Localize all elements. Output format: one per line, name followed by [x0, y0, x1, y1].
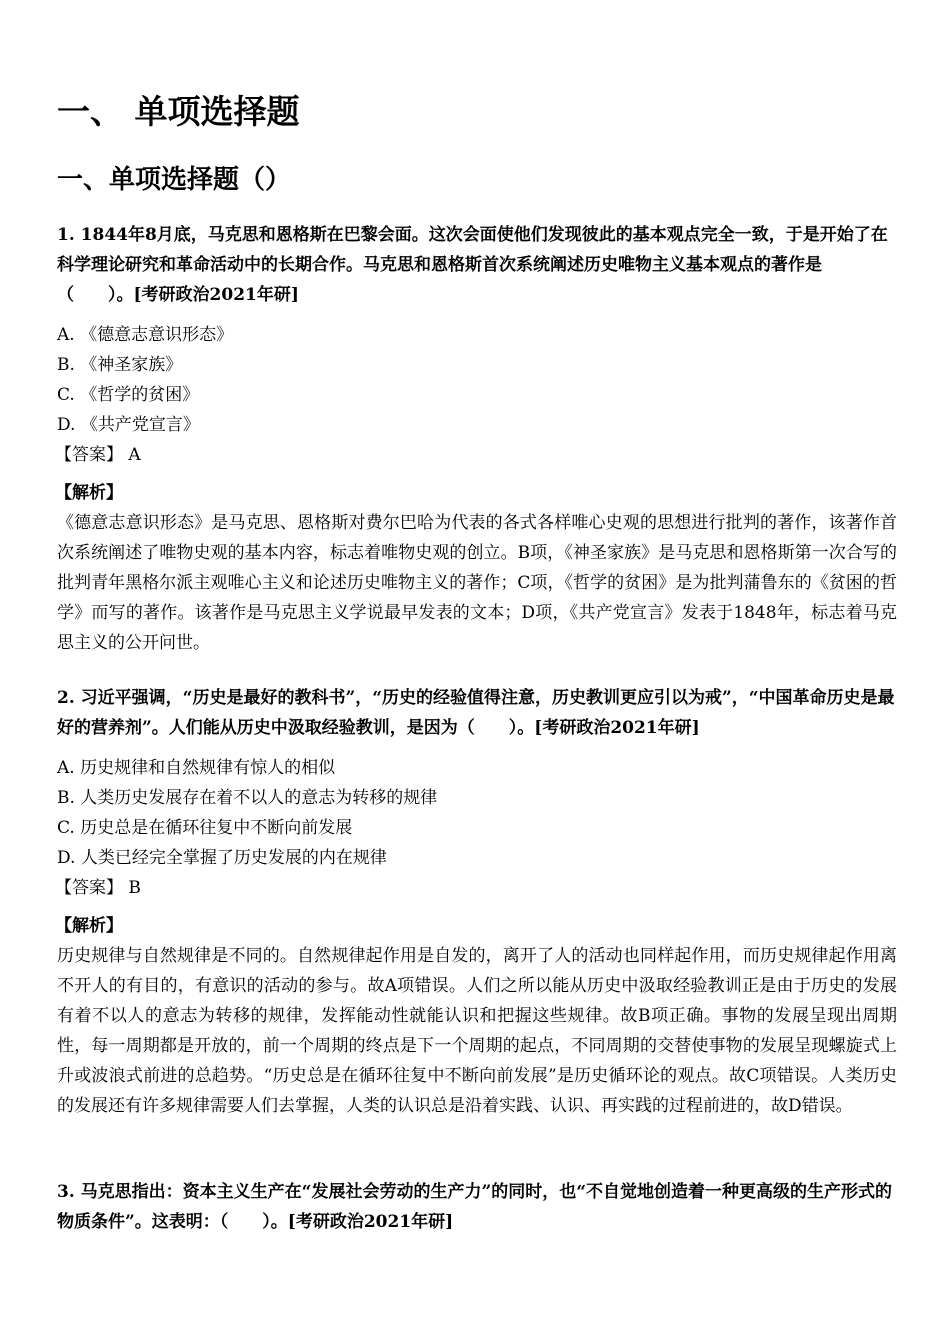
answer: 【答案】 A	[55, 445, 141, 465]
analysis-label: 【解析】	[55, 483, 123, 503]
analysis-text: 《德意志意识形态》是马克思、恩格斯对费尔巴哈为代表的各式各样唯心史观的思想进行批判的著作，该著作首次系统阐述了唯物史观的基本内容，标志着唯物史观的创立。B项，《神圣家族》是马克思和恩格斯第一次合写的批判青年黑格尔派主观唯心主义和论述历史唯物主义的著作；C项，《哲学的贫困》是为批判蒲鲁东的《贫困的哲学》而写的著作。该著作是马克思主义学说最早发表的文本；D项，《共产党宣言》发表于1848年，标志着马克思主义的公开问世。	[57, 513, 897, 653]
main-heading: 一、 单项选择题	[57, 92, 300, 131]
section-heading: 一、单项选择题（）	[57, 165, 292, 195]
option-list	[57, 320, 897, 440]
option-d: D. 人类已经完全掌握了历史发展的内在规律	[57, 848, 387, 868]
option-b: B. 《神圣家族》	[57, 355, 183, 375]
question-1	[57, 220, 897, 658]
option-c: C. 《哲学的贫困》	[57, 385, 200, 405]
question-3	[57, 1177, 897, 1237]
option-c: C. 历史总是在循环往复中不断向前发展	[57, 818, 353, 838]
analysis-label: 【解析】	[55, 916, 123, 936]
option-a: A. 历史规律和自然规律有惊人的相似	[57, 758, 336, 778]
question-stem: 2. 习近平强调，“历史是最好的教科书”，“历史的经验值得注意，历史教训更应引以为戒”，“中国革命历史是最好的营养剂”。人们能从历史中汲取经验教训，是因为（ ）。[考研政治2021年研]	[57, 688, 895, 738]
option-a: A. 《德意志意识形态》	[57, 325, 234, 345]
option-list	[57, 753, 897, 873]
answer: 【答案】 B	[55, 878, 141, 898]
option-d: D. 《共产党宣言》	[57, 415, 200, 435]
question-stem: 1. 1844年8月底，马克思和恩格斯在巴黎会面。这次会面使他们发现彼此的基本观点完全一致，于是开始了在科学理论研究和革命活动中的长期合作。马克思和恩格斯首次系统阐述历史唯物主义基本观点的著作是（ ）。[考研政治2021年研]	[57, 225, 888, 305]
analysis-text: 历史规律与自然规律是不同的。自然规律起作用是自发的，离开了人的活动也同样起作用，而历史规律起作用离不开人的有目的，有意识的活动的参与。故A项错误。人们之所以能从历史中汲取经验教训正是由于历史的发展有着不以人的意志为转移的规律，发挥能动性就能认识和把握这些规律。故B项正确。事物的发展呈现出周期性，每一周期都是开放的，前一个周期的终点是下一个周期的起点，不同周期的交替使事物的发展呈现螺旋式上升或波浪式前进的总趋势。“历史总是在循环往复中不断向前发展”是历史循环论的观点。故C项错误。人类历史的发展还有许多规律需要人们去掌握，人类的认识总是沿着实践、认识、再实践的过程前进的，故D错误。	[57, 946, 897, 1116]
option-b: B. 人类历史发展存在着不以人的意志为转移的规律	[57, 788, 438, 808]
question-2	[57, 683, 897, 1121]
question-stem: 3. 马克思指出：资本主义生产在“发展社会劳动的生产力”的同时，也“不自觉地创造着一种更高级的生产形式的物质条件”。这表明：（ ）。[考研政治2021年研]	[57, 1182, 892, 1232]
